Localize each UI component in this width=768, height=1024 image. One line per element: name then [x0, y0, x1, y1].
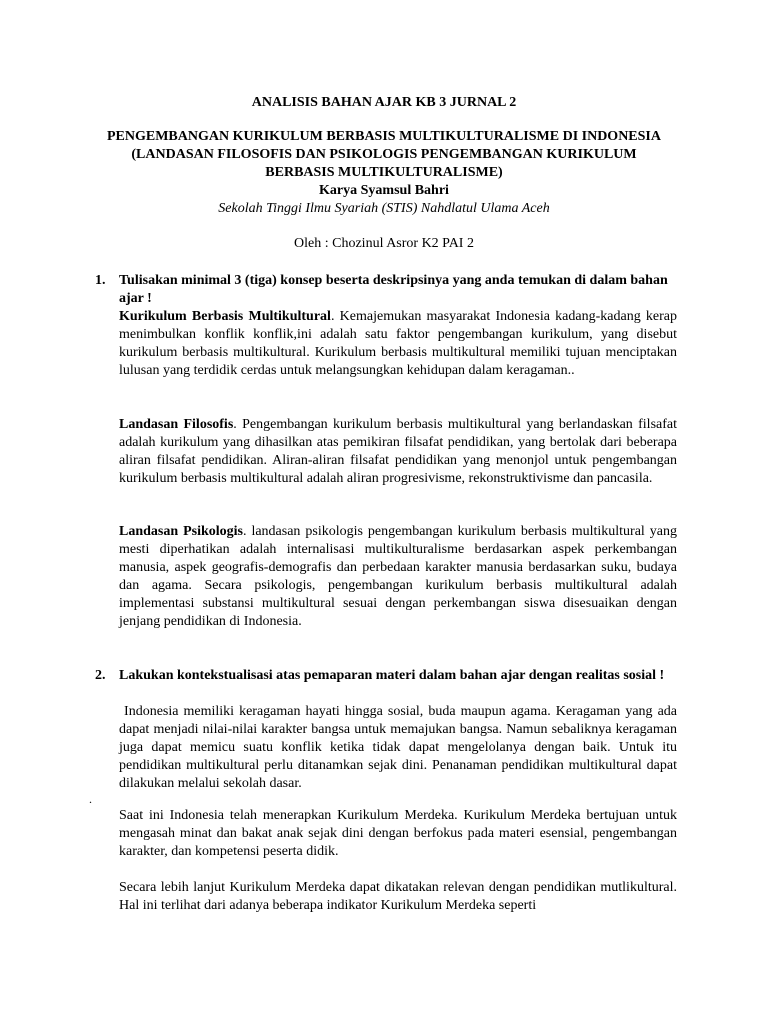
context-paragraph: Saat ini Indonesia telah menerapkan Kurikulum Merdeka. Kurikulum Merdeka bertujuan untuk mengasah minat dan bakat anak sejak dini dengan berfokus pada materi esensial, pengembangan karakter, dan kompetensi peserta didik.	[119, 808, 677, 859]
concept-label: Landasan Filosofis	[119, 417, 234, 432]
concept-description: . landasan psikologis pengembangan kurikulum berbasis multikultural yang mesti diperhatikan adalah internalisasi multikulturalisme berdasarkan aspek perkembangan manusia, aspek geografis-demografis dan perbedaan karakter manusia berdasarkan suku, budaya dan agama. Secara psikologis, pengembangan kurikulum berbasis multikultural adalah implementasi substansi multikultural sesuai dengan perkembangan siswa disesuaikan dengan jenjang pendidikan di Indonesia.	[119, 524, 677, 629]
stray-mark: .	[89, 792, 92, 806]
concept-description: . Kemajemukan masyarakat Indonesia kadang-kadang kerap menimbulkan konflik konflik,ini adalah satu faktor pengembangan kurikulum, yang disebut kurikulum berbasis multikultural. Kurikulum berbasis multikultural memiliki tujuan menciptakan lulusan yang terdidik cerdas untuk melangsungkan kehidupan dalam keragaman..	[119, 309, 678, 378]
journal-author: Karya Syamsul Bahri	[319, 183, 449, 198]
concept-label: Kurikulum Berbasis Multikultural	[119, 309, 331, 324]
concept-landasan-filosofis	[119, 416, 677, 488]
question-2-text: Lakukan kontekstualisasi atas pemaparan materi dalam bahan ajar dengan realitas sosial !	[119, 668, 665, 683]
byline: Oleh : Chozinul Asror K2 PAI 2	[294, 236, 474, 251]
journal-title: PENGEMBANGAN KURIKULUM BERBASIS MULTIKULTURALISME DI INDONESIA (LANDASAN FILOSOFIS DAN PSIKOLOGIS PENGEMBANGAN KURIKULUM BERBASIS MULTIKULTURALISME)	[106, 129, 661, 180]
question-1-text: Tulisakan minimal 3 (tiga) konsep beserta deskripsinya yang anda temukan di dalam bahan ajar !	[119, 273, 668, 306]
question-1-number: 1.	[95, 273, 106, 288]
concept-description: . Pengembangan kurikulum berbasis multikultural yang berlandaskan filsafat adalah kurikulum yang dihasilkan atas pemikiran filsafat pendidikan, yang bertolak dari beberapa aliran filsafat pendidikan. Aliran-aliran filsafat pendidikan yang menonjol untuk pengembangan kurikulum berbasis multikultural adalah aliran progresivisme, rekonstruktivisme dan pancasila.	[119, 417, 677, 486]
concept-label: Landasan Psikologis	[119, 524, 243, 539]
journal-institution: Sekolah Tinggi Ilmu Syariah (STIS) Nahdlatul Ulama Aceh	[218, 201, 550, 216]
concept-kurikulum-multikultural	[119, 308, 677, 380]
concept-landasan-psikologis	[119, 523, 677, 631]
context-paragraph: Indonesia memiliki keragaman hayati hingga sosial, buda maupun agama. Keragaman yang ada dapat menjadi nilai-nilai karakter bangsa untuk memajukan bangsa. Namun sebaliknya keragaman juga dapat memicu suatu konflik ketika tidak dapat mengelolanya dengan baik. Untuk itu pendidikan multikultural perlu ditanamkan sejak dini. Penanaman pendidikan multikultural dapat dilakukan melalui sekolah dasar.	[119, 704, 681, 791]
document-title: ANALISIS BAHAN AJAR KB 3 JURNAL 2	[251, 95, 517, 110]
context-paragraph: Secara lebih lanjut Kurikulum Merdeka dapat dikatakan relevan dengan pendidikan mutlikultural. Hal ini terlihat dari adanya beberapa indikator Kurikulum Merdeka seperti	[119, 880, 677, 913]
question-2-number: 2.	[95, 668, 106, 683]
